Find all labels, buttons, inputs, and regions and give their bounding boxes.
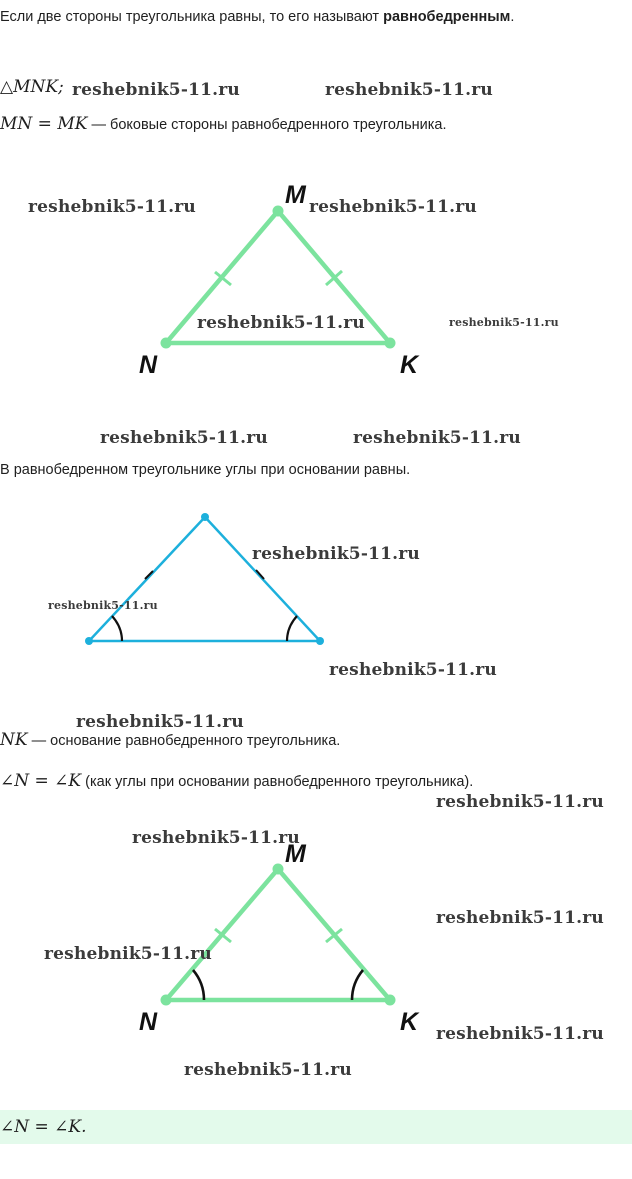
- result-box: [0, 1110, 632, 1144]
- watermark: reshebnik5-11.ru: [436, 908, 604, 928]
- triangle-mnk-3: [161, 864, 396, 1006]
- watermark: reshebnik5-11.ru: [197, 313, 365, 333]
- watermark: reshebnik5-11.ru: [100, 428, 268, 448]
- vertex-left-2: [85, 637, 93, 645]
- label-k-3: K: [400, 1008, 419, 1036]
- angle-arc-left-2: [112, 616, 122, 641]
- label-m-3: M: [285, 840, 306, 868]
- watermark: reshebnik5-11.ru: [184, 1060, 352, 1080]
- triangle-2-sides: [89, 517, 320, 641]
- watermark: reshebnik5-11.ru: [436, 1024, 604, 1044]
- watermark: reshebnik5-11.ru: [325, 80, 493, 100]
- angle-arc-n-3: [193, 970, 204, 1000]
- definition-prefix: Если две стороны треугольника равны, то его называют: [0, 9, 384, 25]
- watermark: reshebnik5-11.ru: [329, 660, 497, 680]
- angles-rule: В равнобедренном треугольнике углы при основании равны.: [0, 462, 411, 478]
- triangle-name: △MNK;: [0, 77, 64, 97]
- vertex-right-2: [316, 637, 324, 645]
- watermark: reshebnik5-11.ru: [252, 544, 420, 564]
- sides-text: — боковые стороны равнобедренного треугольника.: [87, 117, 447, 133]
- label-n-1: N: [139, 351, 158, 379]
- label-k-1: K: [400, 351, 419, 379]
- vertex-n-1: [161, 338, 172, 349]
- watermark: reshebnik5-11.ru: [44, 944, 212, 964]
- sides-math: MN = MK: [0, 114, 88, 134]
- angle-arc-k-3: [352, 970, 363, 1000]
- angle-arc-right-2: [287, 616, 297, 641]
- watermark: reshebnik5-11.ru: [353, 428, 521, 448]
- triangle-blue: [85, 513, 324, 645]
- vertex-top-2: [201, 513, 209, 521]
- definition-suffix: .: [510, 9, 515, 25]
- label-n-3: N: [139, 1008, 158, 1036]
- watermark: reshebnik5-11.ru: [449, 316, 559, 329]
- vertex-m-1: [273, 206, 284, 217]
- angles-math: ∠N = ∠K: [0, 771, 82, 791]
- vertex-k-3: [385, 995, 396, 1006]
- label-m-1: M: [285, 181, 306, 209]
- definition-term: равнобедренным: [383, 9, 511, 25]
- watermark: reshebnik5-11.ru: [309, 197, 477, 217]
- watermark: reshebnik5-11.ru: [48, 599, 158, 612]
- vertex-n-3: [161, 995, 172, 1006]
- result-line: [0, 1117, 87, 1138]
- base-text: — основание равнобедренного треугольника.: [27, 733, 341, 749]
- angles-text: (как углы при основании равнобедренного треугольника).: [81, 774, 474, 790]
- base-math: NK: [0, 730, 28, 750]
- watermark: reshebnik5-11.ru: [28, 197, 196, 217]
- watermark: reshebnik5-11.ru: [76, 712, 244, 732]
- watermark: reshebnik5-11.ru: [436, 792, 604, 812]
- watermark: reshebnik5-11.ru: [132, 828, 300, 848]
- vertex-k-1: [385, 338, 396, 349]
- result-math: ∠N = ∠K.: [0, 1117, 87, 1137]
- vertex-m-3: [273, 864, 284, 875]
- watermark: reshebnik5-11.ru: [72, 80, 240, 100]
